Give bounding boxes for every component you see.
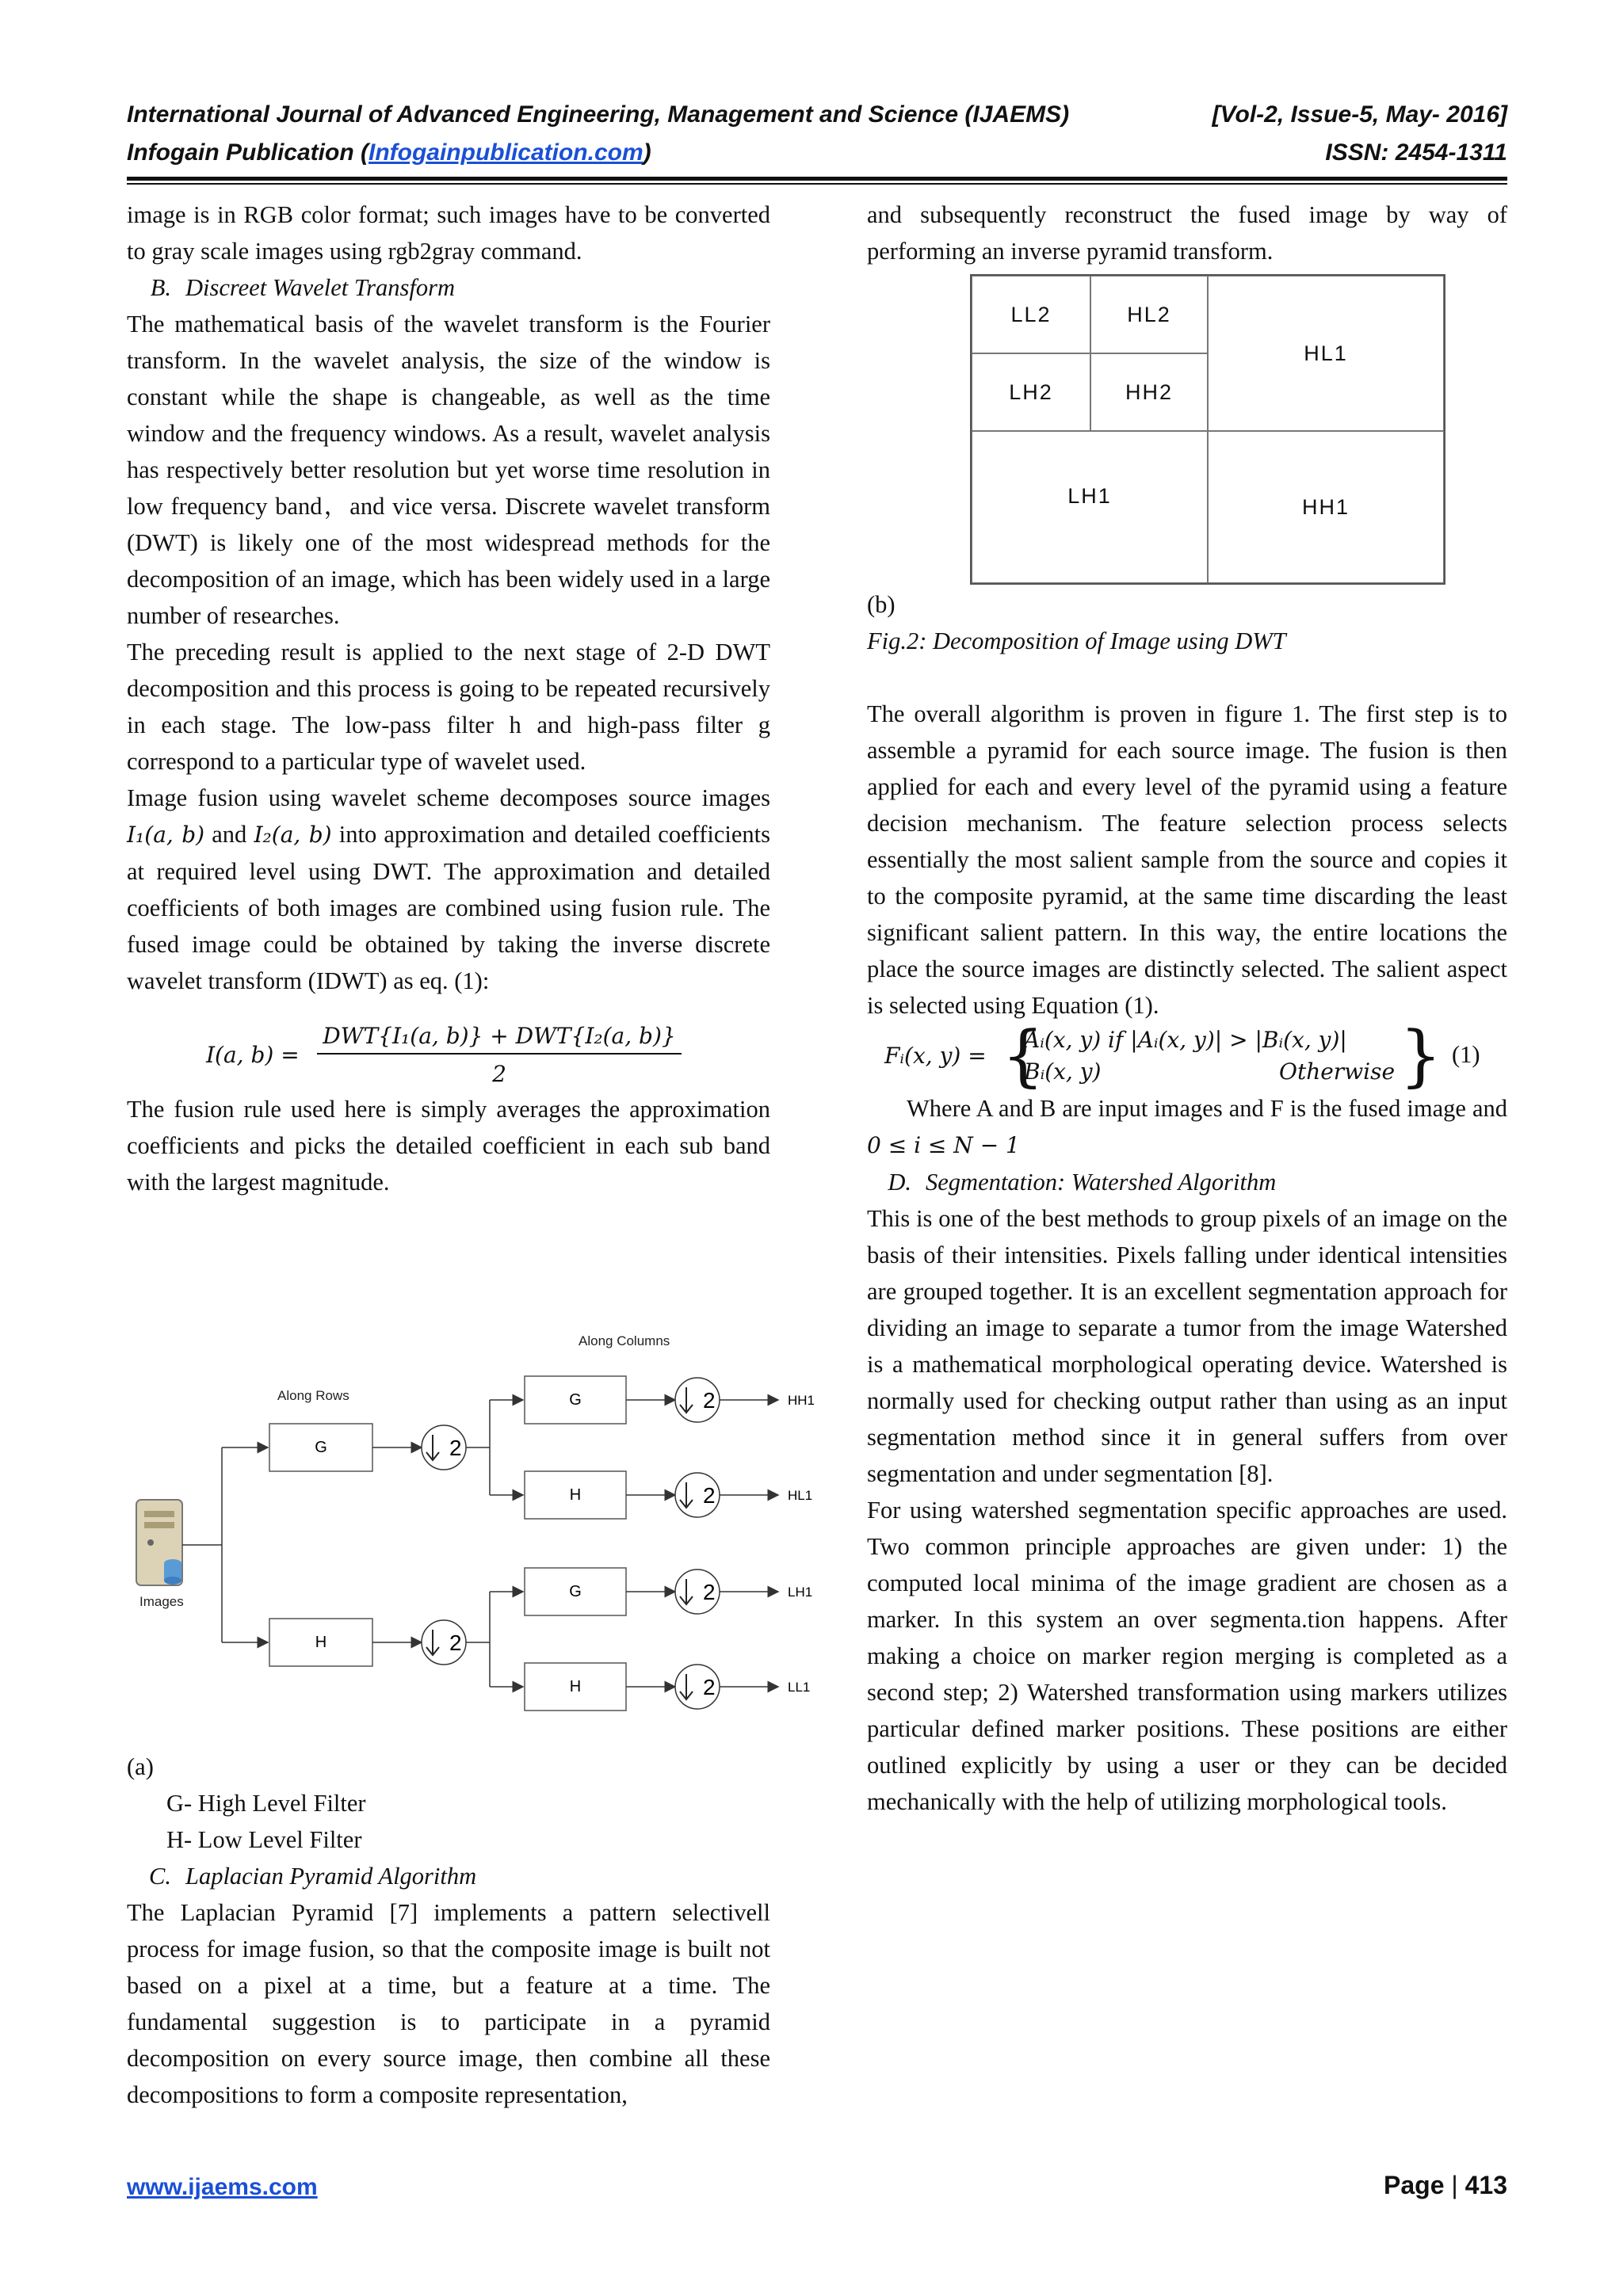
along-columns-label: Along Columns — [579, 1333, 670, 1348]
left-paragraph-4 — [127, 780, 770, 999]
figure-b-caption: (b) — [867, 591, 896, 618]
journal-title: International Journal of Advanced Engineering, Management and Science (IJAEMS) — [127, 101, 1070, 128]
legend-h: H- Low Level Filter — [166, 1826, 362, 1853]
p3-text: Where A and B are input images and F is the fused image and — [907, 1095, 1507, 1122]
server-icon — [136, 1500, 182, 1585]
output-ll1: LL1 — [788, 1680, 811, 1695]
section-c-number: C. — [149, 1863, 171, 1890]
section-c-title: Laplacian Pyramid Algorithm — [185, 1863, 477, 1890]
publisher-link[interactable]: Infogainpublication.com — [368, 139, 643, 166]
eq2-left-brace: { — [1002, 1016, 1044, 1094]
cell-hh2: HH2 — [1090, 353, 1208, 431]
equation-fusion-rule — [867, 1016, 1507, 1094]
column-branch-lh1 — [525, 1568, 812, 1615]
figure-b-decomposition-grid — [970, 274, 1445, 585]
page-label: Page — [1384, 2171, 1445, 2199]
section-b-heading — [127, 269, 770, 306]
right-paragraph-5: For using watershed segmentation specific approaches are used. Two common principle approaches are given under: 1) the computed local minima of the image gradient are chosen as a marker. In this system an over segmenta.tion happens. After making a choice on marker region merging is completed as a second step; 2) Watershed transformation using markers utilizes particular defined marker positions. These positions are either outlined explicitly by using a user or they can be decided mechanically with the help of utilizing morphological tools. — [867, 1497, 1507, 1815]
publisher-suffix: ) — [643, 139, 651, 166]
svg-text:2: 2 — [703, 1483, 716, 1508]
eq2-row2-b: Otherwise — [1279, 1058, 1396, 1085]
p3-math: 0 ≤ i ≤ N − 1 — [867, 1132, 1020, 1158]
section-d-heading — [867, 1164, 1507, 1200]
footer-url — [127, 2174, 318, 2201]
eq2-row2-a: Bᵢ(x, y) — [1024, 1058, 1102, 1085]
svg-text:2: 2 — [703, 1675, 716, 1699]
right-paragraph-3 — [867, 1090, 1507, 1164]
page-number — [1384, 2171, 1507, 2200]
eq-lhs: I(a, b) = — [206, 1042, 300, 1068]
svg-text:G: G — [569, 1583, 582, 1600]
output-lh1: LH1 — [788, 1585, 813, 1600]
eq-fraction-bar — [317, 1053, 682, 1055]
row-downsampler-bottom — [422, 1620, 466, 1665]
equation-idwt — [127, 1018, 770, 1091]
section-d-number: D. — [888, 1169, 911, 1196]
svg-text:2: 2 — [449, 1630, 462, 1655]
math-i1: I₁(a, b) — [127, 822, 205, 848]
column-branch-hh1 — [525, 1376, 815, 1424]
row-downsampler-top — [422, 1425, 466, 1470]
section-c-heading — [127, 1858, 770, 1894]
cell-hh1: HH1 — [1208, 431, 1444, 583]
cell-hl1: HL1 — [1208, 276, 1444, 431]
svg-text:2: 2 — [449, 1436, 462, 1460]
eq-denominator: 2 — [492, 1061, 506, 1087]
eq2-lhs: Fᵢ(x, y) = — [884, 1043, 987, 1069]
right-paragraph-1: and subsequently reconstruct the fused image by way of performing an inverse pyramid transform. — [867, 201, 1507, 265]
math-i2: I₂(a, b) — [254, 822, 332, 848]
left-column-lower — [127, 1749, 770, 2113]
row-filter-h-label: H — [315, 1634, 327, 1651]
right-paragraph-2: The overall algorithm is proven in figure 1. The first step is to assemble a pyramid for each source image. The fusion is then applied for each and every level of the pyramid using a feature decision mechanism. The feature selection process selects essentially the most salient sample from the source and copies it to the composite pyramid, at the same time discarding the least significant salient pattern. In this way, the entire locations the place the source images are distinctly selected. The salient aspect is selected using Equation (1). — [867, 700, 1507, 1019]
cell-hl2: HL2 — [1090, 276, 1208, 353]
cell-lh1: LH1 — [972, 431, 1208, 583]
p4-text-b: into approximation and detailed coefficients at required level using DWT. The approximation and detailed coefficients of both images are combined using fusion rule. The fused image could be obtained by taking the inverse discrete wavelet transform (IDWT) as eq. (1): — [127, 821, 771, 994]
header-rule-thin — [127, 183, 1507, 185]
along-rows-label: Along Rows — [277, 1388, 349, 1403]
left-paragraph-3: The preceding result is applied to the next stage of 2-D DWT decomposition and this process is going to be repeated recursively in each stage. The low-pass filter h and high-pass filter g correspond to a particular type of wavelet used. — [127, 639, 770, 775]
images-label: Images — [139, 1594, 184, 1609]
row-filter-g-label: G — [315, 1439, 327, 1456]
section-b-title: Discreet Wavelet Transform — [185, 274, 455, 301]
p4-and: and — [212, 821, 247, 848]
left-paragraph-5: The fusion rule used here is simply averages the approximation coefficients and picks the detailed coefficient in each sub band with the largest magnitude. — [127, 1096, 770, 1196]
eq2-right-brace: } — [1400, 1016, 1442, 1094]
left-paragraph-1: image is in RGB color format; such images have to be converted to gray scale images using rgb2gray command. — [127, 201, 770, 265]
eq2-label: (1) — [1452, 1041, 1480, 1068]
section-d-title: Segmentation: Watershed Algorithm — [926, 1169, 1277, 1196]
svg-text:H: H — [569, 1678, 582, 1695]
page-num: 413 — [1465, 2171, 1507, 2199]
figure-a-caption: (a) — [127, 1753, 154, 1780]
right-column — [867, 196, 1507, 1820]
issn: ISSN: 2454-1311 — [1325, 139, 1507, 166]
svg-text:2: 2 — [703, 1388, 716, 1413]
left-paragraph-2: The mathematical basis of the wavelet transform is the Fourier transform. In the wavelet analysis, the size of the window is constant while the shape is changeable, as well as the time window and the frequency windows. As a result, wavelet analysis has respectively better resolution but yet worse time resolution in low frequency band，and vice versa. Discrete wavelet transform (DWT) is likely one of the most widespread methods for the decomposition of an image, which has been widely used in a large number of researches. — [127, 311, 770, 629]
header-rule-thick — [127, 177, 1507, 181]
publisher-line — [127, 139, 651, 166]
column-branch-hl1 — [525, 1471, 812, 1519]
right-paragraph-4: This is one of the best methods to group pixels of an image on the basis of their intensities. Pixels falling under identical intensities are grouped together. It is an excellent segmentation approach for dividing an image to separate a tumor from the image Watershed is a mathematical morphological operating device. Watershed is normally used for checking output rather than using as an input segmentation method since it in general suffers from over segmentation and under segmentation [8]. — [867, 1205, 1507, 1487]
svg-text:H: H — [569, 1486, 582, 1504]
left-column — [127, 196, 770, 1200]
column-branch-ll1 — [525, 1663, 810, 1711]
figure-2-caption: Fig.2: Decomposition of Image using DWT — [867, 627, 1286, 654]
legend-g: G- High Level Filter — [166, 1790, 366, 1817]
p4-text-a: Image fusion using wavelet scheme decomposes source images — [127, 784, 770, 811]
output-hl1: HL1 — [788, 1488, 813, 1503]
svg-text:2: 2 — [703, 1580, 716, 1604]
eq-numerator: DWT{I₁(a, b)} + DWT{I₂(a, b)} — [323, 1023, 676, 1049]
cell-ll2: LL2 — [972, 276, 1090, 353]
output-hh1: HH1 — [788, 1393, 815, 1408]
svg-text:G: G — [569, 1391, 582, 1409]
volume-info: [Vol-2, Issue-5, May- 2016] — [1212, 101, 1507, 128]
publisher-prefix: Infogain Publication ( — [127, 139, 369, 166]
cell-lh2: LH2 — [972, 353, 1090, 431]
footer-url-link[interactable]: www.ijaems.com — [127, 2174, 318, 2200]
page-separator: | — [1451, 2171, 1458, 2199]
figure-a-filter-bank — [127, 1319, 840, 1731]
left-paragraph-6: The Laplacian Pyramid [7] implements a pattern selectivell process for image fusion, so that the composite image is built not based on a pixel at a time, but a feature at a time. The fundamental suggestion is to participate in a pyramid decomposition on every source image, then combine all these decompositions to form a composite representation, — [127, 1899, 770, 2108]
section-b-number: B. — [150, 274, 171, 301]
eq2-row1: Aᵢ(x, y) if |Aᵢ(x, y)| > |Bᵢ(x, y)| — [1024, 1027, 1347, 1053]
